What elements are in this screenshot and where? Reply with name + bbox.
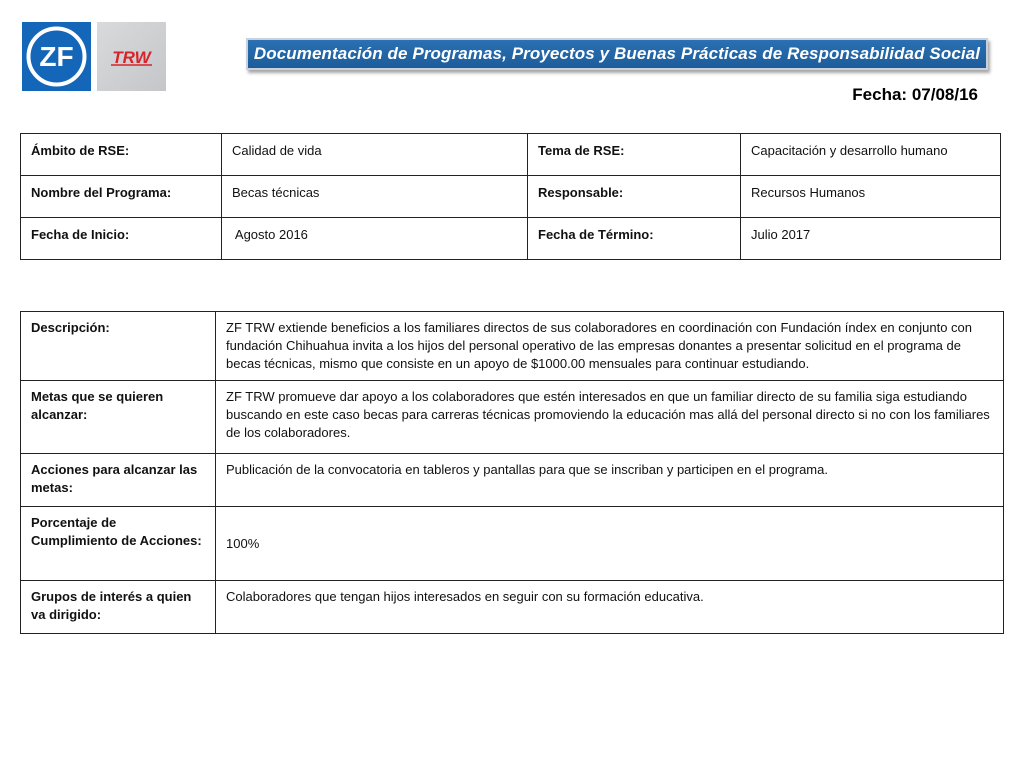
details-table xyxy=(20,311,1004,634)
table-row xyxy=(21,134,1001,176)
document-date: Fecha: 07/08/16 xyxy=(852,85,978,104)
summary-table xyxy=(20,133,1001,260)
value-acciones: Publicación de la convocatoria en tableros y pantallas para que se inscriban y participen en el programa. xyxy=(216,454,1004,507)
value-tema: Capacitación y desarrollo humano xyxy=(741,134,1001,176)
value-responsable: Recursos Humanos xyxy=(741,176,1001,218)
table-row xyxy=(21,581,1004,634)
label-tema: Tema de RSE: xyxy=(528,134,741,176)
title-banner xyxy=(246,38,988,70)
table-row xyxy=(21,454,1004,507)
zf-logo xyxy=(22,22,91,91)
label-grupos: Grupos de interés a quien va dirigido: xyxy=(21,581,216,634)
table-row xyxy=(21,312,1004,381)
trw-logo xyxy=(97,22,166,91)
zf-logo-text: ZF xyxy=(39,41,74,72)
label-metas: Metas que se quieren alcanzar: xyxy=(21,381,216,454)
trw-logo-text: TRW xyxy=(112,48,151,67)
page-title: Documentación de Programas, Proyectos y Buenas Prácticas de Responsabilidad Social xyxy=(253,44,981,63)
table-row xyxy=(21,176,1001,218)
label-programa: Nombre del Programa: xyxy=(21,176,222,218)
label-fecha-inicio: Fecha de Inicio: xyxy=(21,218,222,260)
value-porcentaje: 100% xyxy=(216,507,1004,581)
value-fecha-inicio: Agosto 2016 xyxy=(222,218,528,260)
table-row xyxy=(21,507,1004,581)
label-acciones: Acciones para alcanzar las metas: xyxy=(21,454,216,507)
value-programa: Becas técnicas xyxy=(222,176,528,218)
trw-logo-mark xyxy=(97,22,166,91)
zf-logo-mark xyxy=(22,22,91,91)
table-row xyxy=(21,381,1004,454)
value-grupos: Colaboradores que tengan hijos interesados en seguir con su formación educativa. xyxy=(216,581,1004,634)
value-metas: ZF TRW promueve dar apoyo a los colaboradores que estén interesados en que un familiar directo de su familia siga estudiando buscando en este caso becas para carreras técnicas promoviendo la educación mas allá del personal directo si no con los familiares de los colaboradores. xyxy=(216,381,1004,454)
value-ambito: Calidad de vida xyxy=(222,134,528,176)
table-row xyxy=(21,218,1001,260)
value-fecha-termino: Julio 2017 xyxy=(741,218,1001,260)
label-responsable: Responsable: xyxy=(528,176,741,218)
label-ambito: Ámbito de RSE: xyxy=(21,134,222,176)
label-porcentaje: Porcentaje de Cumplimiento de Acciones: xyxy=(21,507,216,581)
label-descripcion: Descripción: xyxy=(21,312,216,381)
value-descripcion: ZF TRW extiende beneficios a los familiares directos de sus colaboradores en coordinación con Fundación índex en conjunto con fundación Chihuahua invita a los hijos del personal operativo de las empresas donantes a presentar solicitud en el programa de becas técnicas, mismo que consiste en un apoyo de $1000.00 mensuales para continuar estudiando. xyxy=(216,312,1004,381)
label-fecha-termino: Fecha de Término: xyxy=(528,218,741,260)
